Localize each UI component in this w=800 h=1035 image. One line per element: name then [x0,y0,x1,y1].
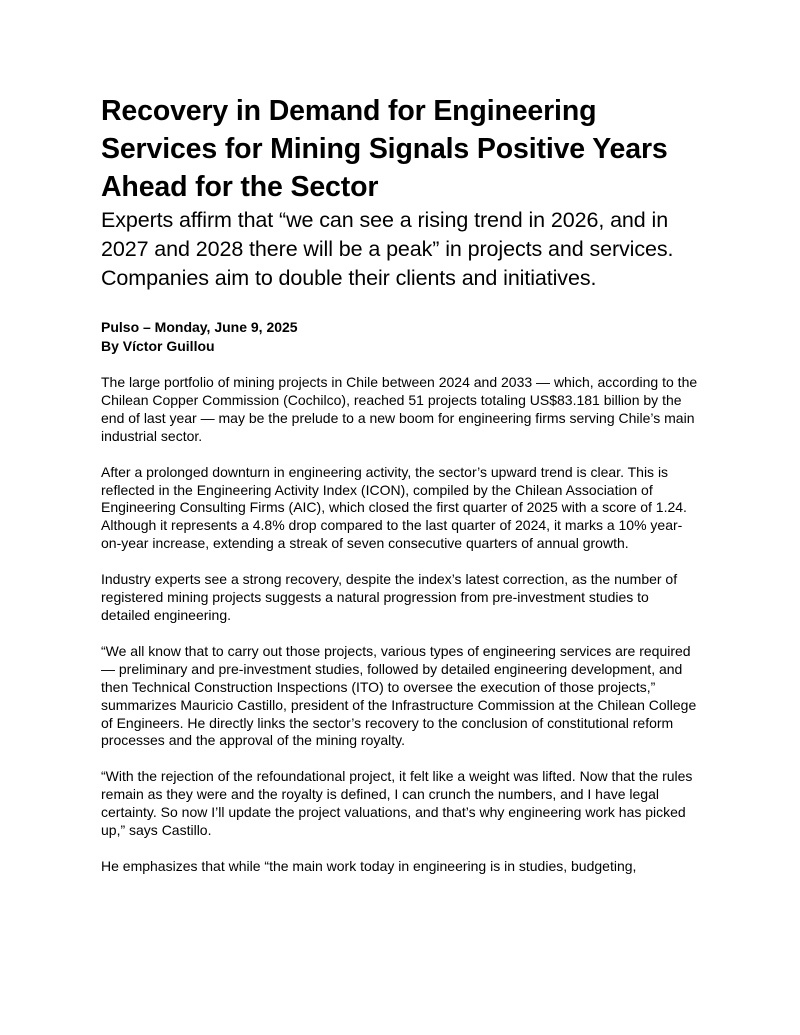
article-title: Recovery in Demand for Engineering Services for Mining Signals Positive Years Ahead for the Sector [101,95,668,203]
body-paragraph: After a prolonged downturn in engineering activity, the sector’s upward trend is clear. This is reflected in the Engineering Activity Index (ICON), compiled by the Chilean Association of Engineering Consulting Firms (AIC), which closed the first quarter of 2025 with a score of 1.24. Although it represents a 4.8% drop compared to the last quarter of 2024, it marks a 10% year-on-year increase, extending a streak of seven consecutive quarters of annual growth. [101,463,687,552]
author: By Víctor Guillou [101,338,215,354]
body-paragraph: The large portfolio of mining projects in Chile between 2024 and 2033 — which, according to the Chilean Copper Commission (Cochilco), reached 51 projects totaling US$83.181 billion by the end of last year — may be the prelude to a new boom for engineering firms serving Chile’s main industrial sector. [101,374,698,444]
body-paragraph: “With the rejection of the refoundational project, it felt like a weight was lifted. Now that the rules remain as they were and the royalty is defined, I can crunch the numbers, and I have legal certainty. So now I’ll update the project valuations, and that’s why engineering work has picked up,” says Castillo. [101,768,693,839]
body-paragraph: He emphasizes that while “the main work today in engineering is in studies, budgeting, [101,857,637,874]
article-page [101,92,701,894]
byline [101,318,701,356]
body-paragraph: “We all know that to carry out those projects, various types of engineering services are required — preliminary and pre-investment studies, followed by detailed engineering development, and then Technical Construction Inspections (ITO) to oversee the execution of those projects,” summarizes Mauricio Castillo, president of the Infrastructure Commission at the Chilean College of Engineers. He directly links the sector’s recovery to the conclusion of constitutional reform processes and the approval of the mining royalty. [101,642,697,749]
article-subtitle: Experts affirm that “we can see a rising trend in 2026, and in 2027 and 2028 there will be a peak” in projects and services. Companies aim to double their clients and initiatives. [101,208,674,290]
article-body [101,374,701,876]
dateline: Pulso – Monday, June 9, 2025 [101,319,298,335]
body-paragraph: Industry experts see a strong recovery, despite the index’s latest correction, as the number of registered mining projects suggests a natural progression from pre-investment studies to detailed engineering. [101,571,678,623]
